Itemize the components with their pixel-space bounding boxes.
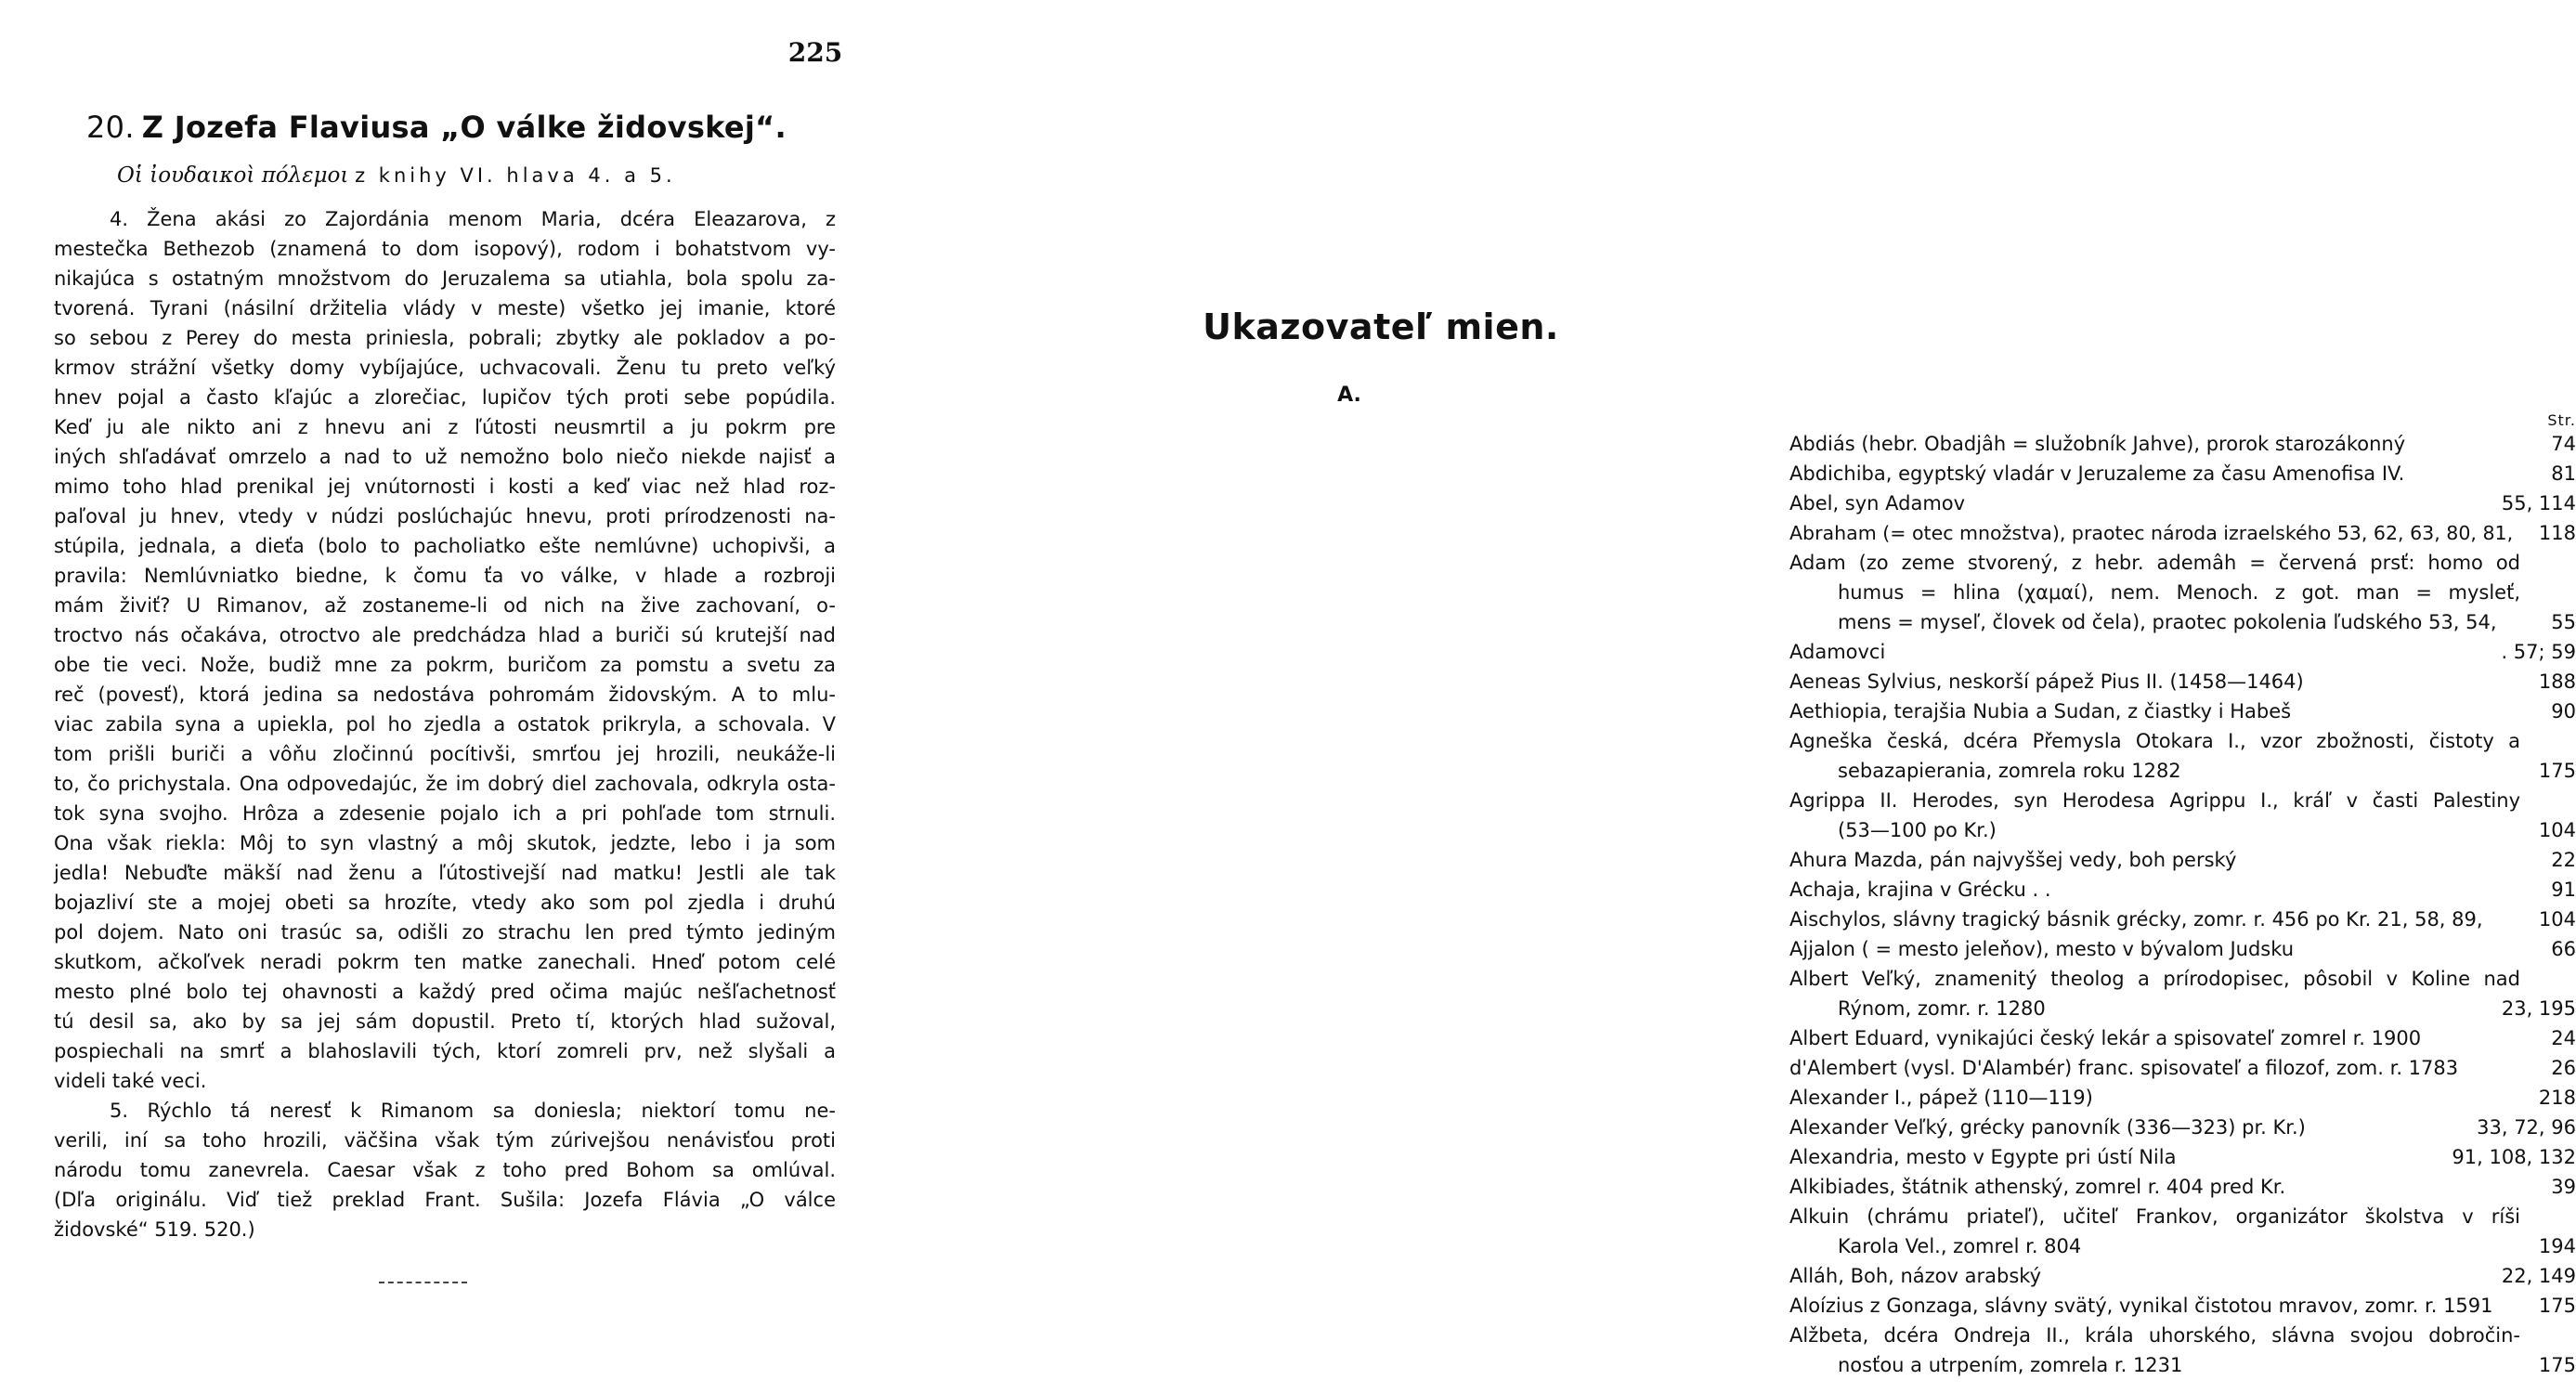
text-line: pol dojem. Nato oni trasúc sa, odišli zo strachu len pred týmto jediným xyxy=(54,921,836,944)
index-entry xyxy=(1789,1291,2576,1321)
index-entry-continuation: mens = myseľ, človek od čela), praotec pokolenia ľudského 53, 54, xyxy=(1838,611,2497,633)
text-line: iných shľadávať omrzelo a nad to už nemožno bolo niečo niekde najisť a xyxy=(54,446,836,468)
text-line: mimo toho hlad prenikal jej vnútornosti i kosti a keď viac než hlad roz- xyxy=(54,475,836,498)
index-entry-pages: 39 xyxy=(2551,1176,2576,1198)
index-entry-text: Alexander Veľký, grécky panovník (336—323) pr. Kr.) xyxy=(1789,1116,2306,1139)
index-entry xyxy=(1789,637,2576,667)
chapter-title xyxy=(86,110,787,145)
index-entry-pages: 55, 114 xyxy=(2501,492,2576,514)
index-entry-pages: 33, 72, 96 xyxy=(2477,1116,2576,1139)
index-entry-continuation: humus = hlina (χαμαί), nem. Menoch. z got. man = mysleť, xyxy=(1838,581,2520,604)
index-entry-pages: 55 xyxy=(2551,611,2576,633)
index-entry-text: Adam (zo zeme stvorený, z hebr. ademâh = červená prsť: homo od xyxy=(1789,552,2520,574)
index-entry xyxy=(1789,845,2576,875)
index-entry-text: Alláh, Boh, názov arabský xyxy=(1789,1265,2042,1287)
text-line: mám živiť? U Rimanov, až zostaneme-li od nich na žive zachovaní, o- xyxy=(54,594,836,617)
index-entry-text: Alkibiades, štátnik athenský, zomrel r. 404 pred Kr. xyxy=(1789,1176,2286,1198)
index-entry xyxy=(1789,667,2576,696)
index-entry-text: Albert Veľký, znamenitý theolog a prírodopisec, pôsobil v Koline nad xyxy=(1789,968,2520,990)
index-entry-continuation: Rýnom, zomr. r. 1280 xyxy=(1838,997,2046,1020)
index-entry xyxy=(1789,459,2576,488)
index-entry-text: Ahura Mazda, pán najvyššej vedy, boh perský xyxy=(1789,849,2237,871)
index-entry-pages: 90 xyxy=(2551,700,2576,723)
index-entry xyxy=(1789,1023,2576,1053)
index-list xyxy=(1789,429,2576,1380)
text-line: bojazliví ste a mojej obeti sa hrozíte, vtedy ako som pol zjedla i druhú xyxy=(54,892,836,914)
text-line: pravila: Nemlúvniatko biedne, k čomu ťa vo válke, v hlade a rozbroji xyxy=(54,565,836,587)
text-line: troctvo nás očakáva, otroctvo ale predchádza hlad a buriči sú krutejší nad xyxy=(54,624,836,646)
pages-column-label: Str. xyxy=(2547,411,2576,429)
index-entry xyxy=(1789,548,2576,637)
text-line: verili, iní sa toho hrozili, väčšina však tým zúrivejšou nenávisťou proti xyxy=(54,1129,836,1152)
index-entry-continuation: (53—100 po Kr.) xyxy=(1838,819,1997,841)
index-entry-pages: 194 xyxy=(2538,1235,2576,1257)
index-entry xyxy=(1789,1142,2576,1172)
index-entry xyxy=(1789,1113,2576,1142)
text-line: mestečka Bethezob (znamená to dom isopový), rodom i bohatstvom vy- xyxy=(54,238,836,260)
chapter-number: 20. xyxy=(86,110,135,145)
index-entry-text: Albert Eduard, vynikajúci český lekár a spisovateľ zomrel r. 1900 xyxy=(1789,1027,2422,1049)
index-entry-pages: 104 xyxy=(2538,819,2576,841)
index-entry-pages: 218 xyxy=(2538,1087,2576,1109)
index-entry xyxy=(1789,964,2576,1023)
left-page xyxy=(0,0,870,1393)
index-entry-text: Alexander I., pápež (110—119) xyxy=(1789,1087,2093,1109)
text-line: jedla! Nebuďte mäkší nad ženu a ľútostivejší nad matku! Jestli ale tak xyxy=(54,862,836,884)
index-entry-text: Adamovci xyxy=(1789,641,1886,663)
page-number: 225 xyxy=(787,37,843,68)
index-entry-pages: 81 xyxy=(2551,462,2576,485)
index-entry-text: d'Alembert (vysl. D'Alambér) franc. spisovateľ a filozof, zom. r. 1783 xyxy=(1789,1057,2459,1079)
index-entry-text: Abdichiba, egyptský vladár v Jeruzaleme za času Amenofisa IV. xyxy=(1789,462,2405,485)
index-entry-text: Alkuin (chrámu priateľ), učiteľ Frankov, organizátor školstva v ríši xyxy=(1789,1205,2520,1228)
index-entry-pages: . 57; 59 xyxy=(2501,641,2576,663)
right-page xyxy=(870,0,2576,1393)
text-line: nikajúca s ostatným množstvom do Jeruzalema sa utiahla, bola spolu za- xyxy=(54,267,836,290)
index-entry-pages: 26 xyxy=(2551,1057,2576,1079)
index-entry xyxy=(1789,786,2576,845)
index-entry xyxy=(1789,696,2576,726)
index-entry-text: Aeneas Sylvius, neskorší pápež Pius II. (1458—1464) xyxy=(1789,670,2304,693)
text-line: obe tie veci. Nože, budiž mne za pokrm, buričom za pomstu a svetu za xyxy=(54,654,836,676)
index-entry-text: Alžbeta, dcéra Ondreja II., krála uhorského, slávna svojou dobročin- xyxy=(1789,1324,2520,1347)
index-entry xyxy=(1789,518,2576,548)
text-line: to, čo prichystala. Ona odpovedajúc, že im dobrý diel zachovala, odkryla osta- xyxy=(54,773,836,795)
index-entry-pages: 24 xyxy=(2551,1027,2576,1049)
index-entry-text: Alexandria, mesto v Egypte pri ústí Nila xyxy=(1789,1146,2177,1168)
text-line: viac zabila syna a upiekla, pol ho zjedla a ostatok prikryla, a schovala. V xyxy=(54,713,836,736)
text-line: židovské“ 519. 520.) xyxy=(54,1218,255,1241)
index-entry-text: Achaja, krajina v Grécku . . xyxy=(1789,879,2051,901)
index-entry xyxy=(1789,1083,2576,1113)
index-entry xyxy=(1789,1321,2576,1380)
index-entry-continuation: sebazapierania, zomrela roku 1282 xyxy=(1838,760,2181,782)
subtitle-greek: Οἱ ἰουδαικοὶ πόλεμοι xyxy=(117,163,349,188)
index-entry-text: Aethiopia, terajšia Nubia a Sudan, z čiastky i Habeš xyxy=(1789,700,2292,723)
text-line: tvorená. Tyrani (násilní držitelia vlády v meste) všetko jej imanie, ktoré xyxy=(54,297,836,319)
index-entry xyxy=(1789,726,2576,786)
index-entry-pages: 66 xyxy=(2551,938,2576,960)
subtitle-source: z knihy VI. hlava 4. a 5. xyxy=(355,164,676,187)
text-line: Ona však riekla: Môj to syn vlastný a môj skutok, jedzte, lebo i ja som xyxy=(54,832,836,854)
text-line: videli také veci. xyxy=(54,1070,207,1092)
text-line: tú desil sa, ako by sa jej sám dopustil. Preto tí, ktorých hlad sužoval, xyxy=(54,1010,836,1033)
chapter-body-text xyxy=(54,204,836,1244)
index-entry xyxy=(1789,1202,2576,1261)
index-entry-text: Ajjalon ( = mesto jeleňov), mesto v bývalom Judsku xyxy=(1789,938,2295,960)
index-entry xyxy=(1789,488,2576,518)
index-title: Ukazovateľ mien. xyxy=(1203,306,1559,347)
index-entry-text: Aloízius z Gonzaga, slávny svätý, vynikal čistotou mravov, zomr. r. 1591 xyxy=(1789,1295,2493,1317)
index-entry-text: Abraham (= otec množstva), praotec národa izraelského 53, 62, 63, 80, 81, xyxy=(1789,522,2514,544)
index-entry xyxy=(1789,429,2576,459)
text-line: národu tomu zanevrela. Caesar však z toho pred Bohom sa omlúval. xyxy=(54,1159,836,1181)
index-entry xyxy=(1789,875,2576,905)
index-entry xyxy=(1789,905,2576,934)
text-line: reč (povesť), ktorá jedina sa nedostáva pohromám židovským. A to mlu- xyxy=(54,683,836,706)
index-entry-pages: 22 xyxy=(2551,849,2576,871)
text-line: tom prišli buriči a vôňu zločinnú pocítivši, smrťou jej hrozili, neukáže-li xyxy=(54,743,836,765)
chapter-subtitle xyxy=(117,163,676,188)
index-entry xyxy=(1789,934,2576,964)
index-entry-pages: 188 xyxy=(2538,670,2576,693)
text-line: hnev pojal a často kľajúc a zlorečiac, lupičov tých proti sebe popúdila. xyxy=(54,386,836,409)
text-line: mesto plné bolo tej ohavnosti a každý pred očima majúc nešľachetnosť xyxy=(54,981,836,1003)
text-line: pospiechali na smrť a blahoslavili tých, ktorí zomreli prv, než slyšali a xyxy=(54,1040,836,1062)
index-entry-pages: 91 xyxy=(2551,879,2576,901)
index-entry-text: Abel, syn Adamov xyxy=(1789,492,1966,514)
text-line: Keď ju ale nikto ani z hnevu ani z ľútosti neusmrtil a ju pokrm pre xyxy=(54,416,836,438)
index-entry-pages: 74 xyxy=(2551,433,2576,455)
index-entry xyxy=(1789,1261,2576,1291)
text-line: krmov strážní všetky domy vybíjajúce, uchvacovali. Ženu tu preto veľký xyxy=(54,357,836,379)
text-line: paľoval ju hnev, vtedy v núdzi poslúchajúc hnevu, proti prírodzenosti na- xyxy=(54,505,836,527)
index-entry-text: Agneška česká, dcéra Přemysla Otokara I., vzor zbožnosti, čistoty a xyxy=(1789,730,2520,752)
index-entry-pages: 22, 149 xyxy=(2501,1265,2576,1287)
index-entry-pages: 175 xyxy=(2538,760,2576,782)
index-entry-text: Abdiás (hebr. Obadjâh = služobník Jahve), prorok starozákonný xyxy=(1789,433,2406,455)
index-entry-continuation: nosťou a utrpením, zomrela r. 1231 xyxy=(1838,1354,2183,1376)
text-line: tok syna svojho. Hrôza a zdesenie pojalo ich a pri pohľade tom strnuli. xyxy=(54,802,836,825)
text-line: 5. Rýchlo tá neresť k Rimanom sa doniesla; niektorí tomu ne- xyxy=(110,1100,836,1122)
index-entry xyxy=(1789,1172,2576,1202)
index-entry-text: Agrippa II. Herodes, syn Herodesa Agrippu I., kráľ v časti Palestiny xyxy=(1789,789,2520,812)
text-line: stúpila, jednala, a dieťa (bolo to pacholiatko ešte nemlúvne) uchopivši, a xyxy=(54,535,836,557)
index-entry-pages: 91, 108, 132 xyxy=(2452,1146,2576,1168)
text-line: (Dľa originálu. Viď tiež preklad Frant. Sušila: Jozefa Flávia „O válce xyxy=(54,1189,836,1211)
index-entry-continuation: Karola Vel., zomrel r. 804 xyxy=(1838,1235,2082,1257)
index-entry xyxy=(1789,1053,2576,1083)
index-entry-pages: 175 xyxy=(2538,1295,2576,1317)
end-divider xyxy=(379,1282,467,1283)
chapter-title-text: Z Jozefa Flaviusa „O válke židovskej“. xyxy=(141,110,787,145)
index-entry-pages: 104 xyxy=(2538,908,2576,931)
index-entry-pages: 118 xyxy=(2538,522,2576,544)
text-line: skutkom, ačkoľvek neradi pokrm ten matke zanechali. Hneď potom celé xyxy=(54,951,836,973)
text-line: so sebou z Perey do mesta priniesla, pobrali; zbytky ale pokladov a po- xyxy=(54,327,836,349)
text-line: 4. Žena akási zo Zajordánia menom Maria, dcéra Eleazarova, z xyxy=(110,208,836,230)
index-section-letter: A. xyxy=(1337,384,1361,407)
index-entry-pages: 175 xyxy=(2538,1354,2576,1376)
index-entry-text: Aischylos, slávny tragický básnik grécky, zomr. r. 456 po Kr. 21, 58, 89, xyxy=(1789,908,2483,931)
index-entry-pages: 23, 195 xyxy=(2501,997,2576,1020)
